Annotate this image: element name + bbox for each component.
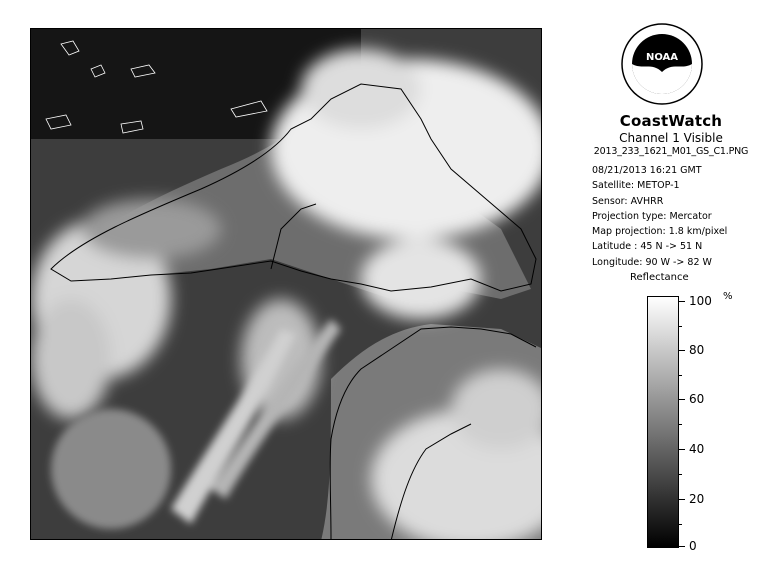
meta-line: Longitude: 90 W -> 82 W: [592, 256, 712, 268]
info-header: [560, 112, 782, 157]
tick-label: 100: [689, 294, 712, 308]
brand-title: CoastWatch: [619, 112, 723, 130]
tick-label: 20: [689, 492, 705, 506]
datetime-line: 08/21/2013 16:21 GMT: [592, 165, 702, 176]
tick-mark: [679, 546, 685, 547]
colorbar-ticks: [679, 294, 739, 553]
colorbar: [647, 296, 679, 548]
meta-line: Satellite: METOP-1: [592, 180, 680, 192]
metadata-block: [592, 163, 727, 270]
file-name: 2013_233_1621_M01_GS_C1.PNG: [593, 146, 749, 157]
tick-label: 40: [689, 442, 705, 456]
tick-mark: [679, 301, 685, 302]
tick-label: 0: [689, 539, 697, 553]
meta-line: Sensor: AVHRR: [592, 195, 664, 207]
product-title: Channel 1 Visible: [619, 131, 723, 145]
tick-mark: [679, 499, 685, 500]
noaa-logo-icon: [620, 22, 704, 106]
colorbar-title: Reflectance: [630, 272, 689, 283]
tick-mark: [679, 449, 685, 450]
meta-line: Latitude : 45 N -> 51 N: [592, 241, 703, 253]
satellite-image: [30, 28, 542, 540]
tick-mark: [679, 350, 685, 351]
logo-text: NOAA: [645, 52, 679, 63]
satellite-scene: [31, 29, 542, 540]
meta-line: Map projection: 1.8 km/pixel: [592, 226, 728, 238]
meta-line: Projection type: Mercator: [592, 210, 712, 222]
tick-mark: [679, 399, 685, 400]
tick-label: 80: [689, 343, 705, 357]
tick-label: 60: [689, 392, 705, 406]
colorbar-unit: %: [723, 291, 733, 302]
